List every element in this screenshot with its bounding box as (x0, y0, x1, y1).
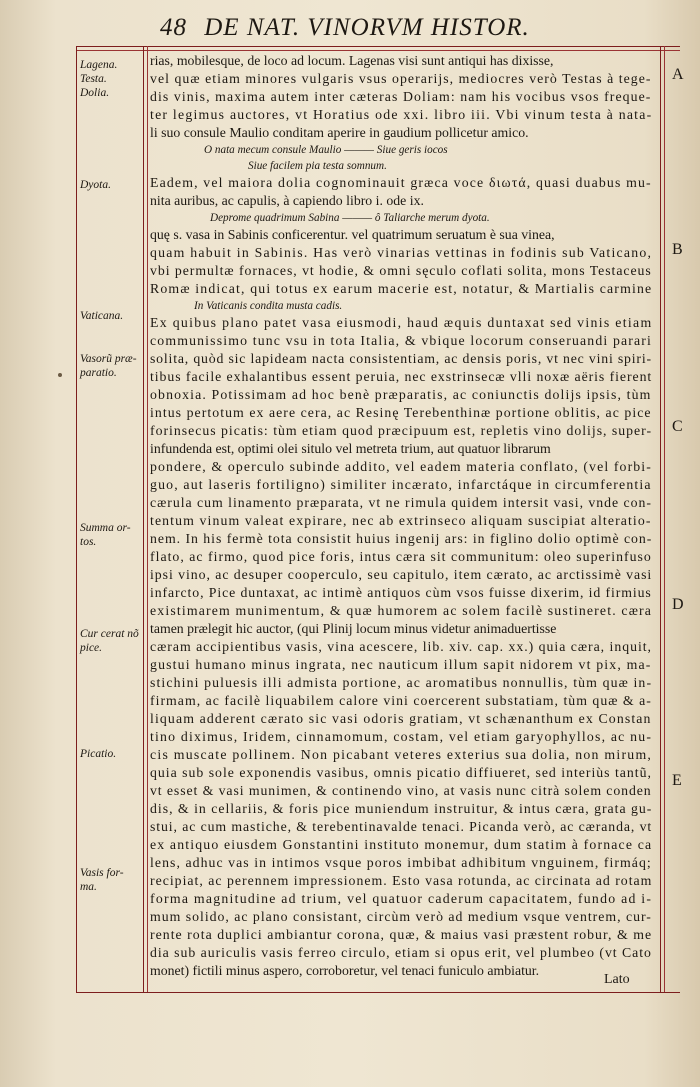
text-line: tibus facile exhalantibus essent peruia, nec exstrinsecæ vlli noxæ aëris fierent (150, 369, 653, 384)
text-line: quę s. vasa in Sabinis conficerentur. vel quatrimum seruatum è sua vinea, (150, 227, 555, 242)
text-line: dis vinis, maxima autem inter cæteras Doliam: nam his vocibus vsos freque- (150, 89, 652, 104)
top-rule-inner (76, 50, 680, 51)
text-right-rule (660, 46, 661, 992)
section-letter-c: C (672, 418, 683, 435)
text-line: stichini puluesis illi admista portione, ac aromatibus nonnullis, tùm quæ in- (150, 675, 653, 690)
text-line: forinsecus picatis: tùm etiam quod præcipuum est, repletis vino dolijs, super- (150, 423, 653, 438)
margin-note-dyota (80, 178, 142, 192)
margin-note-line: ma. (80, 881, 97, 893)
text-line: tamen prælegit hic auctor, (qui Plinij locum minus videtur animaduertisse (150, 621, 557, 636)
text-line: solita, quòd sic lapideam nacta consistentiam, ac densis poris, vt nec vini spiri- (150, 351, 652, 366)
margin-note-line: Lagena. (80, 59, 118, 71)
text-line: flato, ac firmo, quod pice foris, intus cæra sit communitum: oleo superinfuso (150, 549, 652, 564)
text-line: liquam adderent cærato sic vasi odoris gratiam, vt schænanthum ex Constan (150, 711, 652, 726)
text-line: Ex quibus plano patet vasa eiusmodi, haud æquis duntaxat sed vinis etiam (150, 315, 653, 330)
catchword: Lato (604, 972, 630, 987)
verse-quotation-line: O nata mecum consule Maulio ——— Siue geris iocos (204, 144, 448, 156)
bottom-rule (76, 992, 680, 993)
text-line: nem. In his fermè tota consistit huius ingenij ars: in figlino dolio optimè con- (150, 531, 653, 546)
text-line: mum solido, ac plano consistant, circùm verò ad medium vsque ventrem, cur- (150, 909, 652, 924)
text-line: cærula cum linamento præparata, vt ne rimula quidem intersit vasi, vnde con- (150, 495, 652, 510)
main-text-block (150, 52, 658, 980)
margin-note-picatio (80, 747, 142, 761)
verse-quotation-line: Deprome quadrimum Sabina ——— ô Taliarche merum dyota. (210, 212, 490, 224)
text-line: recipiat, ac perennem impressionem. Esto vasa rotunda, ac circinata ad rotam (150, 873, 653, 888)
margin-note-line: tos. (80, 536, 97, 548)
section-letter-e: E (672, 772, 682, 789)
text-line: gustui humano minus ingrata, nec nauticum illum sapit nidorem vt pix, ma- (150, 657, 652, 672)
text-left-rule-inner (147, 46, 148, 992)
text-line: Romæ indicat, qui totus ex earum macerie est, notatur, & Martialis carmine (150, 281, 653, 296)
text-line: intus pertotum ex aere cera, ac Resinę Terebenthinæ portione oblitis, ac pice (150, 405, 652, 420)
text-line: infundenda est, optimi olei situlo vel metreta trium, aut quatuor librarum (150, 441, 551, 456)
text-right-rule-outer (664, 46, 665, 992)
text-line: dis, & in cellariis, & foris pice muniendum instruitur, & intus cæra, grata gu- (150, 801, 653, 816)
verse-quotation-line: Siue facilem pia testa somnum. (248, 160, 387, 172)
running-header (160, 14, 660, 42)
top-rule (76, 46, 680, 47)
section-letter-b: B (672, 241, 683, 258)
ink-spot (58, 373, 62, 377)
text-line: stui, ac cum mastiche, & terebentinavalde tenaci. Picanda verò, ac cæranda, vt (150, 819, 653, 834)
text-line: rias, mobilesque, de loco ad locum. Lagenas visi sunt antiqui has dixisse, (150, 53, 554, 68)
margin-note-vasis-forma (80, 866, 142, 894)
margin-note-line: Vaticana. (80, 310, 124, 322)
text-line: lens, adhuc vas in intimos vsque poros imbibat adhibitum vnguinem, firmáq; (150, 855, 652, 870)
text-line: communissimo tunc vsu in tota Italia, & vbique locorum conseruandi parari (150, 333, 653, 348)
text-line: obnoxia. Potissimam ad hoc benè præparatis, ac coniunctis dolijs ipsis, tùm (150, 387, 652, 402)
text-line: ex antiquo eiusdem Gonstantini instituto monemur, dum statim à fornace ca (150, 837, 653, 852)
text-line: ipsi vino, ac desuper cooperculo, seu capitulo, item cærato, ac arctissimè vasi (150, 567, 653, 582)
margin-note-summa (80, 521, 142, 549)
text-line: monet) fictili minus aspero, corroboretur, vel tenaci funiculo ambiatur. (150, 963, 540, 978)
text-line: firmam, ac facilè liquabilem calore vini coercerent substatiam, tùm quæ & a- (150, 693, 652, 708)
margin-note-line: Dyota. (80, 179, 111, 191)
margin-note-line: Picatio. (80, 748, 117, 760)
text-line: forma magnitudine ad trium, vel quatuor caderum capacitatem, fundo ad i- (150, 891, 653, 906)
text-line: cis muscate pollinem. Non picabant veteres exterius sua dolia, non mirum, (150, 747, 653, 762)
text-line: guo, aut laseris fortiligno) similiter incærato, infarctáque in circumferentia (150, 477, 652, 492)
margin-note-vaticana (80, 309, 142, 323)
margin-note-line: pice. (80, 642, 103, 654)
text-line: infarcto, Pice duntaxat, ac intimè antiquos cùm vsos fuisse dixerim, id firmius (150, 585, 652, 600)
text-line: tentum vinum valeat expirare, nec ab extrinseco aliquam suscipiat alteratio- (150, 513, 652, 528)
margin-note-line: Vasorũ præ- (80, 353, 137, 365)
text-line: vt esset & vasi munimen, & continendo vino, at vasis nunc citrà solem conden (150, 783, 652, 798)
text-line: Eadem, vel maiora dolia cognominauit græca voce διωτά, quasi duabus mu- (150, 175, 652, 190)
margin-note-line: Vasis for- (80, 867, 124, 879)
text-line: quia sub sole exponendis vasibus, omnis picatio diffiueret, sed interiùs tantũ, (150, 765, 652, 780)
text-line: vel quæ etiam minores vulgaris vsus operarijs, mediocres verò Testas à tege- (150, 71, 652, 86)
text-line: pondere, & operculo subinde addito, vel eadem materia conflato, (vel forbi- (150, 459, 652, 474)
margin-note-line: Summa or- (80, 522, 131, 534)
text-line: rente rota duplici ambiantur corona, quæ, & maius vasi præstent robur, & me (150, 927, 653, 942)
left-margin-rule (76, 46, 77, 992)
margin-note-vasorum (80, 352, 142, 380)
text-line: dia sub auriculis vasis ferreo circulo, etiam si opus erit, vel plumbeo (vt Cato (150, 945, 652, 960)
section-letter-a: A (672, 66, 684, 83)
margin-note-line: paratio. (80, 367, 117, 379)
text-line: tino diximus, Iridem, cinnamomum, costam, vel etiam garyophyllos, ac nu- (150, 729, 653, 744)
margin-note-lagena (80, 58, 142, 100)
text-line: quam habuit in Sabinis. Has verò vinarias vettinas in fodinis sub Vaticano, (150, 245, 653, 260)
running-title: DE NAT. VINORVM HISTOR. (204, 14, 530, 41)
text-line: vbi permultæ fornaces, vt hodie, & omni sęculo coflati solita, mons Testaceus (150, 263, 652, 278)
text-line: existimarem munimentum, & quæ humorem ac solem facilè sustineret. cæra (150, 603, 653, 618)
margin-note-line: Dolia. (80, 87, 110, 99)
text-left-rule (143, 46, 144, 992)
page-number: 48 (160, 14, 187, 41)
text-line: ter legimus auctores, vt Horatius ode xxi. libro iii. Vbi vinum testa à nata- (150, 107, 653, 122)
section-letter-d: D (672, 596, 684, 613)
text-line: cæram accipientibus vasis, vina acescere, lib. xiv. cap. xx.) quia cæra, inquit, (150, 639, 652, 654)
margin-note-line: Testa. (80, 73, 107, 85)
verse-quotation-line: In Vaticanis condita musta cadis. (194, 300, 343, 312)
margin-note-cur-cerat (80, 627, 142, 655)
text-line: nita auribus, ac capulis, à capiendo libro i. ode ix. (150, 193, 424, 208)
text-line: li suo consule Maulio conditam aperire in gaudium pollicetur amico. (150, 125, 529, 140)
margin-note-line: Cur cerat nõ (80, 628, 139, 640)
